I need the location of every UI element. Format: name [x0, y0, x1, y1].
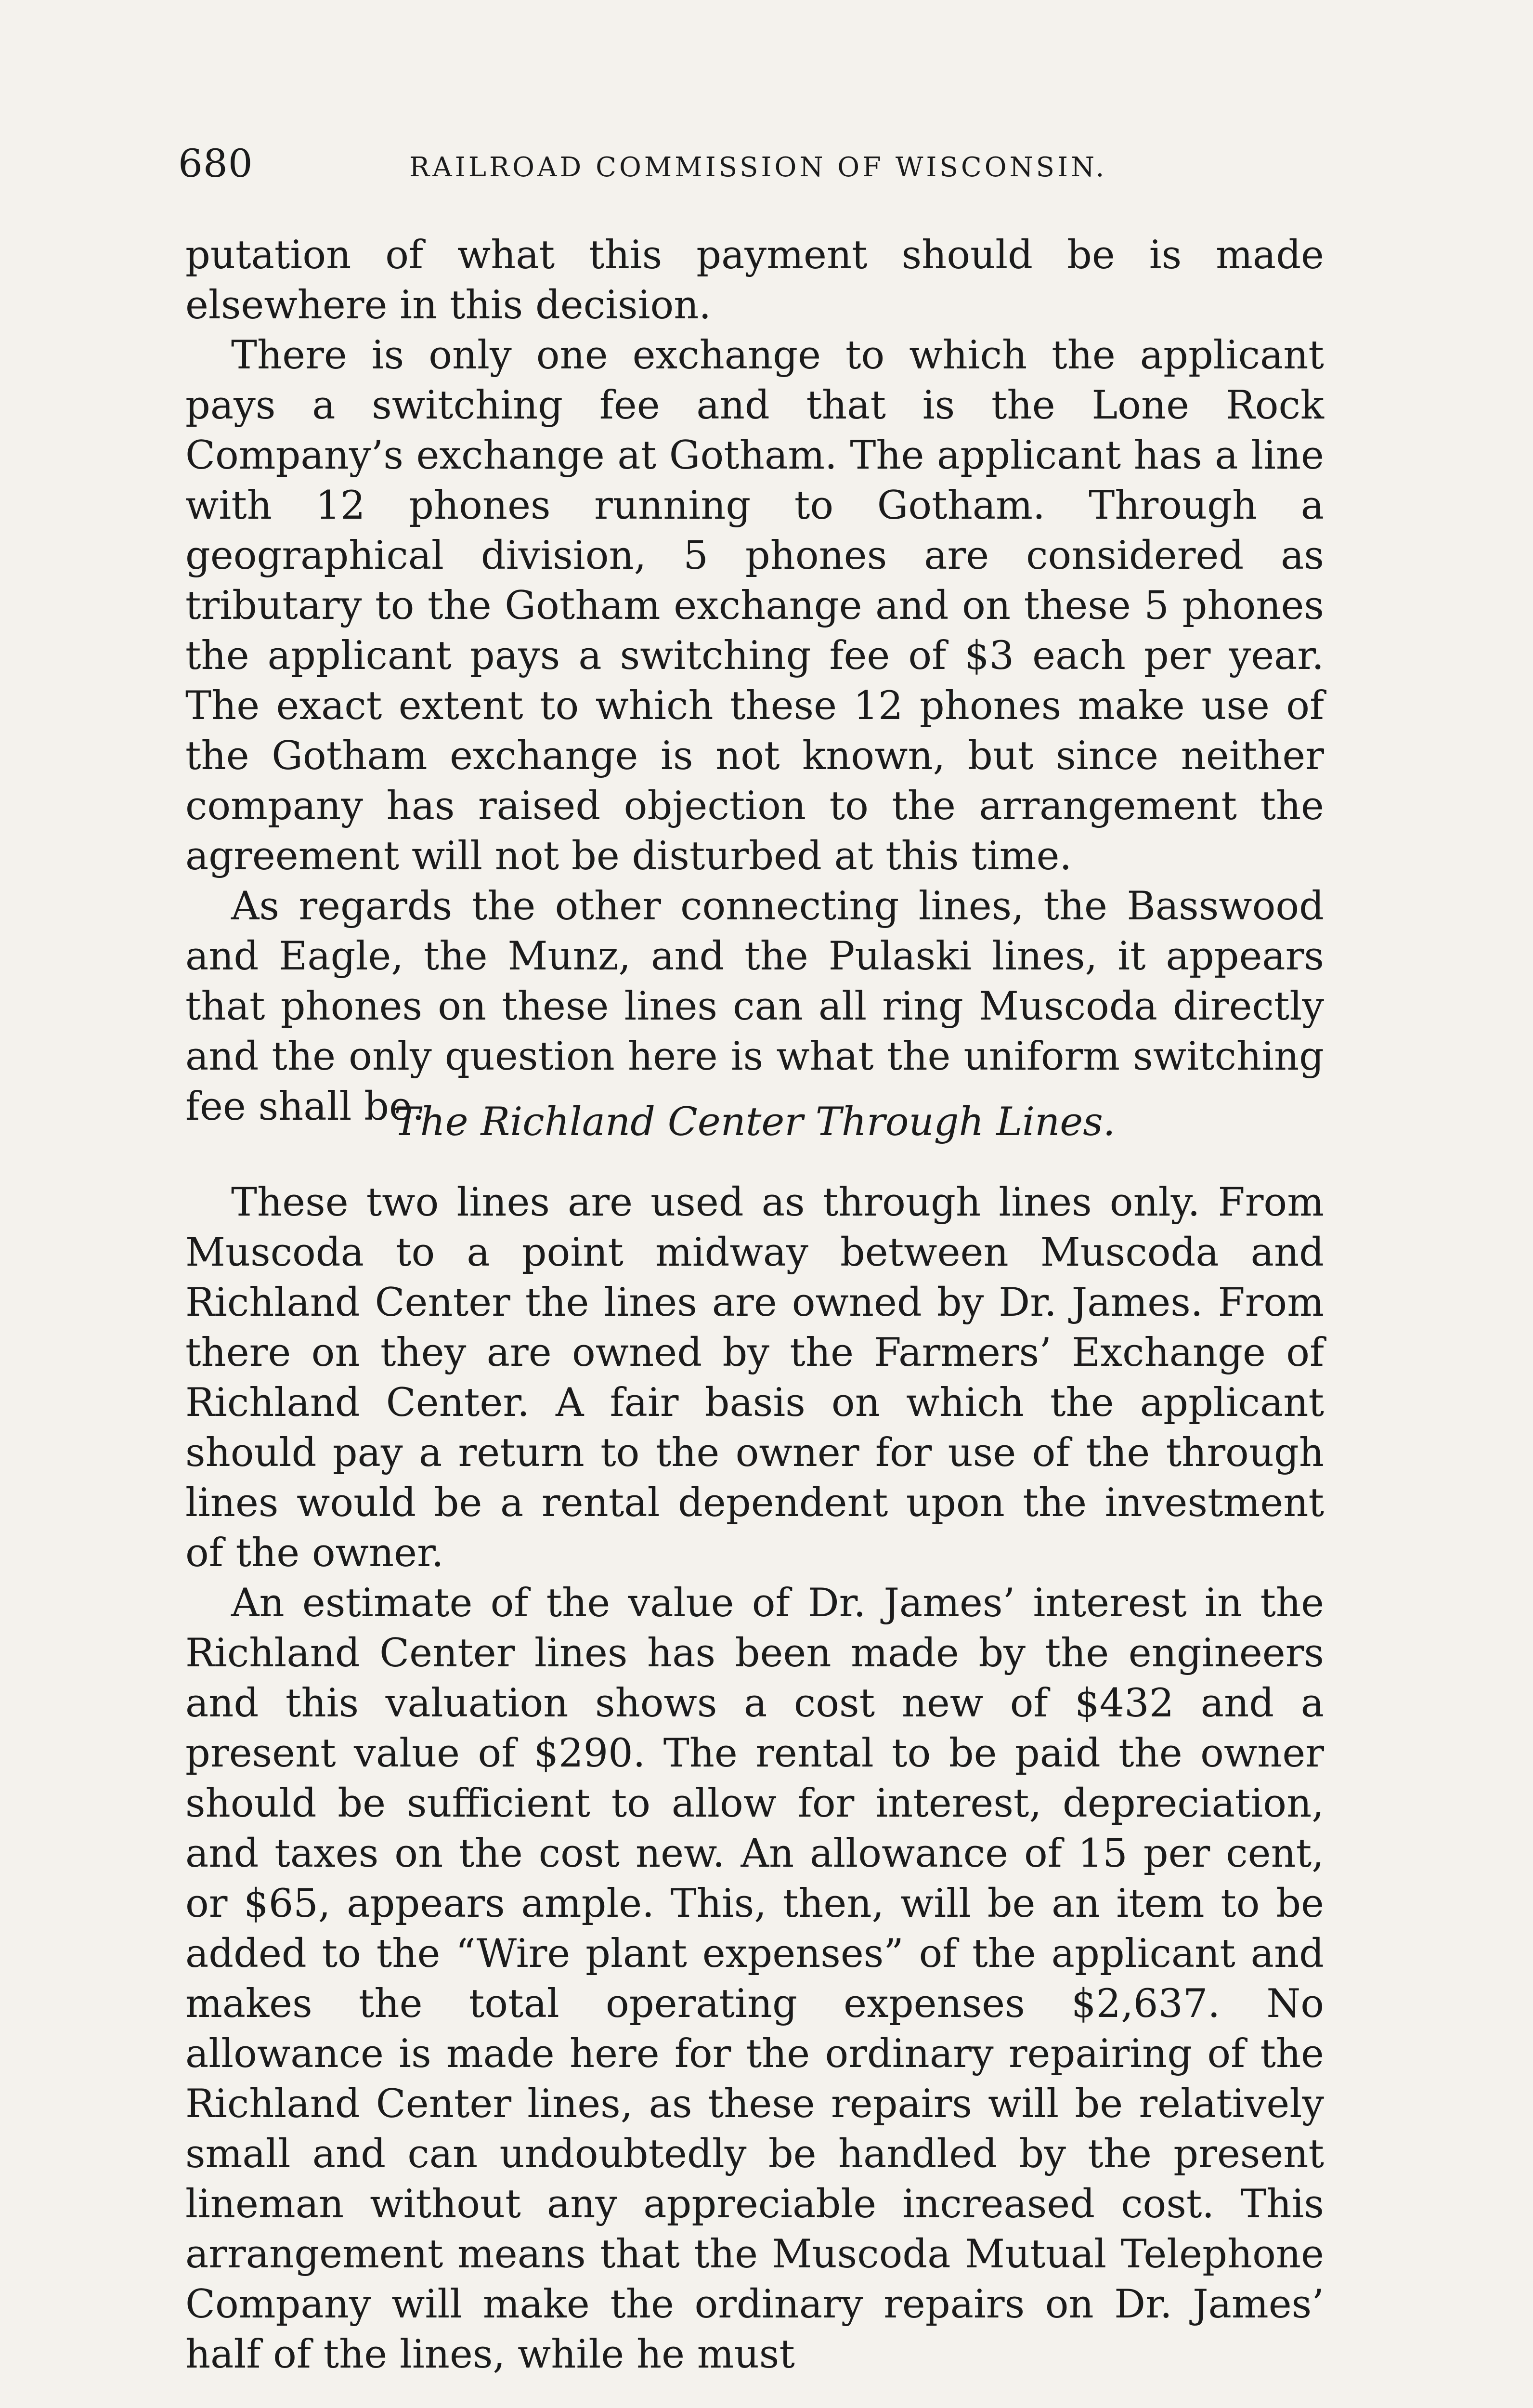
running-title: RAILROAD COMMISSION OF WISCONSIN.: [409, 152, 1107, 183]
paragraph-valuation: An estimate of the value of Dr. James’ interest in the Richland Center lines has been made by the engineers and this valuation shows a cost new of $432 and a present value of $290. The rental to be paid the owner should be sufficient to allow for interest, depreciation, and taxes on the cost new. An allowance of 15 per cent, or $65, appears ample. This, then, will be an item to be added to the “Wire plant expenses” of the applicant and makes the total operating expenses $2,637. No allowance is made here for the ordinary repairing of the Richland Center lines, as these repairs will be relatively small and can undoubtedly be handled by the present lineman without any appreciable increased cost. This arrangement means that the Muscoda Mutual Telephone Company will make the ordinary repairs on Dr. James’ half of the lines, while he must: [185, 1581, 1324, 2377]
section-heading: The Richland Center Through Lines.: [394, 1099, 1116, 1145]
paragraph-continuation: putation of what this payment should be is made elsewhere in this decision.: [185, 233, 1324, 328]
body-text-section: [185, 1178, 1324, 2380]
paragraph-connecting-lines: As regards the other connecting lines, the Basswood and Eagle, the Munz, and the Pulaski lines, it appears that phones on these lines can all ring Muscoda directly and the only question here is what the uniform switching fee shall be.: [185, 884, 1324, 1129]
page-header: [178, 137, 1329, 190]
paragraph-through-lines: These two lines are used as through lines only. From Muscoda to a point midway between Muscoda and Richland Center the lines are owned by Dr. James. From there on they are owned by the Farmers’ Exchange of Richland Center. A fair basis on which the applicant should pay a return to the owner for use of the through lines would be a rental dependent upon the investment of the owner.: [185, 1180, 1324, 1576]
body-text-top: [185, 230, 1324, 1132]
paragraph-gotham-exchange: There is only one exchange to which the applicant pays a switching fee and that is the Lone Rock Company’s exchange at Gotham. The applicant has a line with 12 phones running to Gotham. Through a geographical division, 5 phones are considered as tributary to the Gotham exchange and on these 5 phones the applicant pays a switching fee of $3 each per year. The exact extent to which these 12 phones make use of the Gotham exchange is not known, but since neither company has raised objection to the arrangement the agreement will not be disturbed at this time.: [185, 333, 1324, 879]
page-number: 680: [178, 141, 253, 186]
